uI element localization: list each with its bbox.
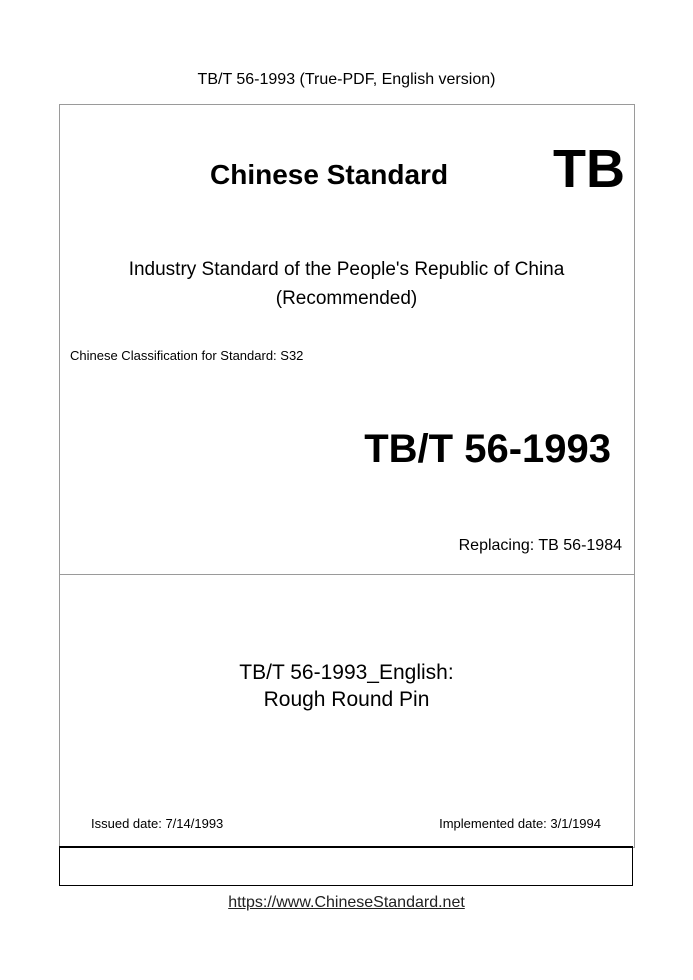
implemented-date: Implemented date: 3/1/1994 [439,816,601,831]
industry-standard-line: Industry Standard of the People's Republic of China [128,259,565,280]
site-link[interactable]: https://www.ChineseStandard.net [228,894,465,911]
site-link-wrapper [0,893,693,913]
chinese-standard-heading: Chinese Standard [210,159,449,190]
document-header: TB/T 56-1993 (True-PDF, English version) [197,71,496,88]
document-title-line-2: Rough Round Pin [263,688,430,711]
cover-footer-box [59,846,633,886]
standard-code-mark: TB [553,139,625,199]
replacing-label: Replacing: TB 56-1984 [458,537,622,554]
document-title-line-1: TB/T 56-1993_English: [239,661,454,684]
recommended-label: (Recommended) [275,288,418,309]
issued-date: Issued date: 7/14/1993 [91,816,224,831]
classification-label: Chinese Classification for Standard: S32 [70,348,304,363]
standard-number: TB/T 56-1993 [364,427,611,471]
